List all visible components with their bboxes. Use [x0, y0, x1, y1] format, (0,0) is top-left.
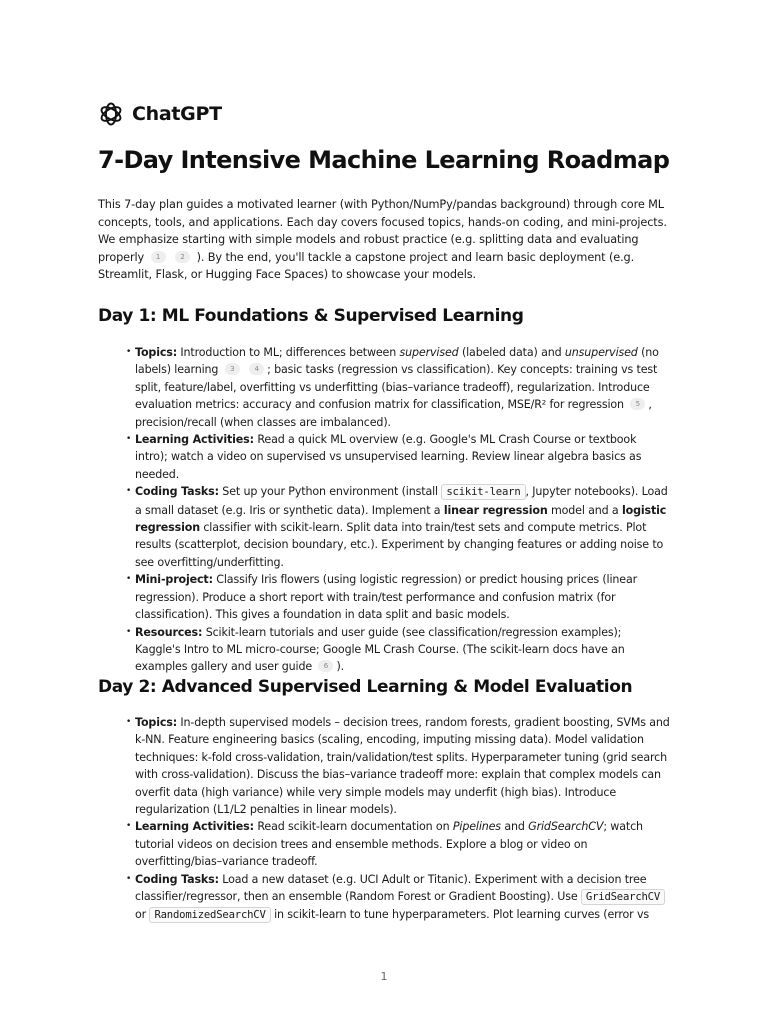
item-text: (no labels) learning — [135, 346, 659, 377]
item-text: in scikit-learn to tune hyperparameters. Plot learning curves (error vs — [274, 908, 650, 922]
citation-badge[interactable]: 1 — [151, 251, 166, 263]
item-text: , Jupyter notebooks). Load a small dataset (e.g. Iris or synthetic data). Implement a — [135, 485, 668, 517]
item-text: classifier with scikit-learn. Split data into train/test sets and compute metrics. Plot results (scatterplot, decision boundary, etc.). Experiment by changing features or adding noise to see overfitting/underfitting. — [135, 521, 664, 569]
list-item-topics — [135, 344, 670, 431]
inline-code: scikit-learn — [441, 484, 525, 500]
emphasis-text: unsupervised — [564, 346, 638, 359]
item-label: Mini-project: — [135, 573, 213, 587]
list-item-coding — [135, 871, 670, 925]
list-item-coding — [135, 483, 670, 571]
brand-name: ChatGPT — [132, 103, 222, 125]
brand-header — [98, 100, 222, 128]
item-text: Load a new dataset (e.g. UCI Adult or Titanic). Experiment with a decision tree classifier/regressor, then an ensemble (Random Forest or Gradient Boosting). Use — [135, 872, 647, 904]
item-label: Learning Activities: — [135, 433, 254, 447]
page-number: 1 — [380, 970, 388, 983]
item-label: Resources: — [135, 625, 203, 639]
intro-text: ). By the end, you'll tackle a capstone project and learn basic deployment (e.g. Streamlit, Flask, or Hugging Face Spaces) to showcase your models. — [98, 250, 635, 281]
item-label: Topics: — [135, 346, 178, 359]
day1-list — [135, 344, 670, 676]
item-text: In-depth supervised models – decision trees, random forests, gradient boosting, SVMs and k-NN. Feature engineering basics (scaling, encoding, imputing missing data). Model validation techniques: k-fold cross-validation, train/validation/test splits. Hyperparameter tuning (grid search with cross-validation). Discuss the bias–variance tradeoff more: explain that complex models can overfit data (high variance) while very simple models may underfit (high bias). Introduce regularization (L1/L2 penalties in linear models). — [135, 716, 670, 817]
emphasis-text: supervised — [399, 346, 459, 359]
item-label: Learning Activities: — [135, 820, 254, 834]
item-text: Read a quick ML overview (e.g. Google's ML Crash Course or textbook intro); watch a video on supervised vs unsupervised learning. Review linear algebra basics as needed. — [135, 433, 642, 481]
item-text: model and a — [550, 503, 619, 517]
item-text: or — [135, 908, 147, 922]
page-title: 7-Day Intensive Machine Learning Roadmap — [98, 146, 670, 174]
item-text: (labeled data) and — [461, 346, 562, 359]
item-label: Coding Tasks: — [135, 485, 219, 499]
inline-code: GridSearchCV — [581, 889, 665, 905]
item-text: Introduction to ML; differences between — [180, 346, 397, 359]
day2-list — [135, 714, 670, 925]
inline-code: RandomizedSearchCV — [149, 907, 270, 923]
item-text: Read scikit-learn documentation on — [257, 820, 450, 834]
intro-text: This 7-day plan guides a motivated learner (with Python/NumPy/pandas background) through core ML concepts, tools, and applications. Each day covers focused topics, hands-on coding, and mini-projects. We emphasize starting with simple models and robust practice (e.g. splitting data and evaluating properly — [98, 198, 667, 264]
intro-paragraph — [98, 196, 670, 284]
item-text: ; basic tasks (regression vs classification). Key concepts: training vs test split, feature/label, overfitting vs underfitting (bias–variance tradeoff), regularization. Introduce evaluation metrics: accuracy and confusion matrix for classification, MSE/R² for regression — [135, 363, 658, 412]
item-text: and — [504, 820, 525, 834]
emphasis-text: GridSearchCV — [528, 820, 604, 834]
openai-logo-icon — [98, 101, 124, 127]
bold-text: linear regression — [443, 503, 548, 517]
day2-heading: Day 2: Advanced Supervised Learning & Model Evaluation — [98, 677, 633, 697]
citation-badge[interactable]: 5 — [630, 398, 645, 410]
item-text: Scikit-learn tutorials and user guide (see classification/regression examples); Kaggle's Intro to ML micro-course; Google ML Crash Course. (The scikit-learn docs have an examples gallery and user guide — [135, 625, 625, 674]
item-text: , precision/recall (when classes are imbalanced). — [135, 398, 652, 429]
list-item-topics — [135, 714, 670, 818]
list-item-activities — [135, 431, 670, 483]
item-text: Set up your Python environment (install — [222, 485, 438, 499]
item-label: Topics: — [135, 716, 178, 729]
day1-heading: Day 1: ML Foundations & Supervised Learning — [98, 306, 524, 326]
citation-badge[interactable]: 6 — [318, 660, 333, 672]
item-text: ). — [336, 660, 344, 674]
item-text: ; watch tutorial videos on decision trees and ensemble methods. Explore a blog or video on overfitting/bias–variance tradeoff. — [135, 820, 643, 869]
bold-text: logistic regression — [135, 503, 667, 535]
item-text: Classify Iris flowers (using logistic regression) or predict housing prices (linear regression). Produce a short report with train/test performance and confusion matrix (for classification). This gives a foundation in data split and basic models. — [135, 573, 638, 622]
citation-badge[interactable]: 3 — [225, 363, 240, 375]
citation-badge[interactable]: 4 — [249, 363, 264, 375]
item-label: Coding Tasks: — [135, 872, 219, 886]
list-item-activities — [135, 818, 670, 870]
emphasis-text: Pipelines — [452, 820, 501, 834]
list-item-mini-project — [135, 571, 670, 623]
list-item-resources — [135, 624, 670, 676]
citation-badge[interactable]: 2 — [175, 251, 190, 263]
